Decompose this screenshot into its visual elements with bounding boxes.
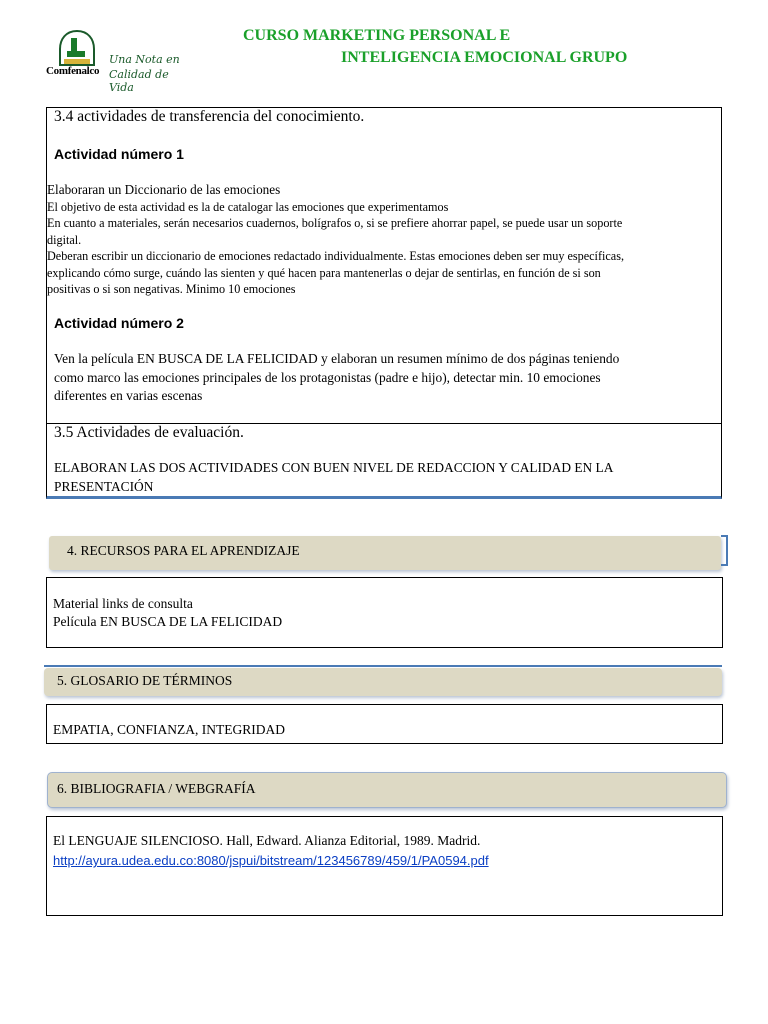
section-5-heading: 5. GLOSARIO DE TÉRMINOS [57,673,233,688]
activity-2-title: Actividad número 2 [54,315,184,331]
activity-2-line-3: diferentes en varias escenas [54,388,203,403]
activity-1-line-6: explicando cómo surge, cuándo las sienten y qué hacen para mantenerlas o dejar de sentirlas, en función de si son [47,265,601,280]
section-3-5-body [54,459,718,496]
activity-2-body [54,350,718,406]
section-3-5-heading: 3.5 Actividades de evaluación. [54,424,244,441]
family-emblem-icon [56,29,98,67]
section-4-header-bar [49,536,721,570]
activity-2-line-2: como marco las emociones principales de los protagonistas (padre e hijo), detectar min. 10 emociones [54,369,601,385]
activity-1-title: Actividad número 1 [54,146,184,162]
logo-brand: Comfenalco [46,65,100,77]
bibliography-link[interactable]: http://ayura.udea.edu.co:8080/jspui/bitstream/123456789/459/1/PA0594.pdf [53,853,489,868]
activity-1-line-2: El objetivo de esta actividad es la de catalogar las emociones que experimentamos [47,199,449,214]
section-4-heading: 4. RECURSOS PARA EL APRENDIZAJE [67,543,300,558]
section-5-top-rule [44,665,722,667]
comfenalco-logo [46,29,196,94]
section-4-bar-edge [721,535,728,566]
activity-1-line-1: Elaboraran un Diccionario de las emociones [47,182,281,197]
section-6-header-bar [47,772,727,808]
activity-1-body [47,182,719,298]
document-title-line-1: CURSO MARKETING PERSONAL E [243,27,511,44]
section-6-box [46,816,723,916]
section-3-4-heading: 3.4 actividades de transferencia del conocimiento. [54,108,365,125]
section-3-5-line-1: ELABORAN LAS DOS ACTIVIDADES CON BUEN NIVEL DE REDACCION Y CALIDAD EN LA [54,460,614,475]
activity-1-line-7: positivas o si son negativas. Minimo 10 emociones [47,282,296,296]
logo-tagline-2: Calidad de Vida [109,68,169,94]
section-3-5-line-2: PRESENTACIÓN [54,478,154,494]
section-5-header-bar [44,668,722,696]
section-4-line-2: Película EN BUSCA DE LA FELICIDAD [53,614,283,629]
document-title-line-2: INTELIGENCIA EMOCIONAL GRUPO [341,49,628,66]
section-4-box [46,577,723,648]
logo-tagline-1: Una Nota en [109,53,180,66]
section-6-heading: 6. BIBLIOGRAFIA / WEBGRAFÍA [57,781,256,796]
glossary-terms: EMPATIA, CONFIANZA, INTEGRIDAD [53,722,285,737]
section-4-line-1: Material links de consulta [53,596,193,611]
activity-1-line-5: Deberan escribir un diccionario de emociones redactado individualmente. Estas emociones deben ser muy específicas, [47,249,624,263]
section-5-box [46,704,723,744]
activity-1-line-4: digital. [47,232,82,247]
activity-1-line-3: En cuanto a materiales, serán necesarios cuadernos, bolígrafos o, si se prefiere ahorrar papel, se puede usar un soporte [47,216,623,230]
bibliography-reference: El LENGUAJE SILENCIOSO. Hall, Edward. Alianza Editorial, 1989. Madrid. [53,833,481,848]
activity-2-line-1: Ven la película EN BUSCA DE LA FELICIDAD y elaboran un resumen mínimo de dos páginas teniendo [54,351,620,366]
